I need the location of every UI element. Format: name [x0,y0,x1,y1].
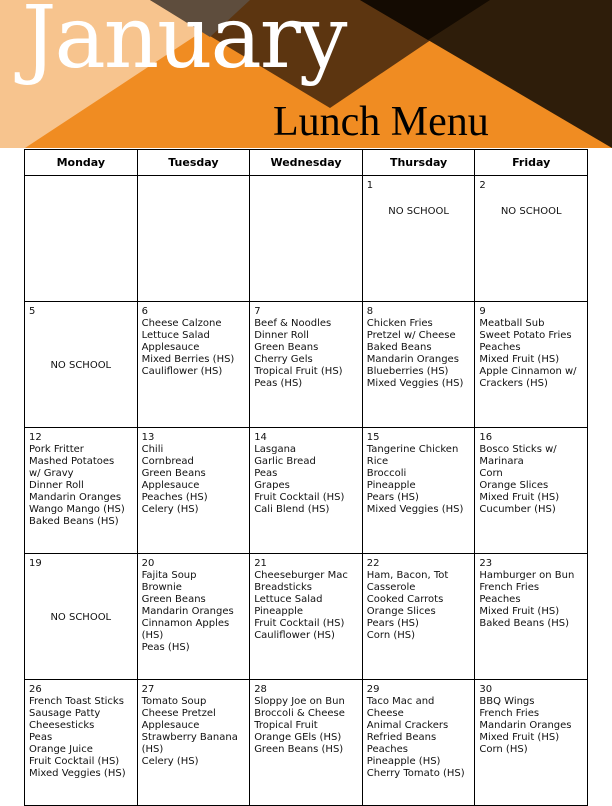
week-row [25,176,588,302]
menu-item: Applesauce [141,342,200,353]
menu-item: Rice [366,456,389,467]
date-number: 29 [366,684,380,695]
menu-item: Peas [29,732,53,743]
day-cell [25,680,138,806]
menu-item: French Fries [479,582,540,593]
no-school-note: NO SCHOOL [50,360,112,371]
menu-item: Mashed Potatoes [29,456,115,467]
menu-item: Celery (HS) [141,504,199,515]
menu-item: Garlic Bread [254,456,316,467]
menu-item: Hamburger on Bun [479,570,575,581]
menu-item: Applesauce [141,480,200,491]
day-header-friday: Friday [475,150,588,176]
menu-item: Pineapple [366,480,416,491]
day-cell [475,554,588,680]
no-school-note: NO SCHOOL [500,206,562,217]
menu-item: Lasgana [254,444,297,455]
day-cell [137,680,250,806]
menu-item: Cherry Tomato (HS) [366,768,465,779]
menu-item: Ham, Bacon, Tot [366,570,449,581]
menu-item: Mandarin Oranges [366,354,459,365]
menu-item: Corn (HS) [366,630,416,641]
menu-item: Tropical Fruit [254,720,318,731]
date-number: 1 [366,180,374,191]
week-row [25,554,588,680]
menu-item: Green Beans [254,342,319,353]
menu-item: Mandarin Oranges [29,492,122,503]
date-number: 21 [254,558,267,569]
date-number: 13 [141,432,155,443]
menu-item: Mixed Fruit (HS) [479,354,560,365]
day-cell [25,176,138,302]
day-cell [250,554,363,680]
menu-item: Lettuce Salad [141,330,210,341]
date-number: 20 [141,558,155,569]
menu-item: Green Beans [141,468,206,479]
menu-item: Cornbread [141,456,194,467]
date-number: 12 [29,432,42,443]
menu-item: Mixed Fruit (HS) [479,606,560,617]
menu-item: Peas (HS) [141,642,190,653]
date-number: 26 [29,684,42,695]
date-number: 14 [254,432,267,443]
menu-item: (HS) [141,630,164,641]
menu-item: Sloppy Joe on Bun [254,696,345,707]
week-row [25,680,588,806]
menu-item: Celery (HS) [141,756,199,767]
page-subtitle: Lunch Menu [273,99,489,145]
menu-item: Mixed Veggies (HS) [29,768,126,779]
day-cell [475,428,588,554]
menu-item: Meatball Sub [479,318,545,329]
date-number: 28 [254,684,267,695]
menu-item: Peaches [366,744,408,755]
menu-item: Green Beans [141,594,206,605]
menu-item: Cheeseburger Mac [254,570,348,581]
menu-item: Lettuce Salad [254,594,323,605]
menu-item: Cherry Gels [254,354,313,365]
menu-item: Mixed Fruit (HS) [479,732,560,743]
menu-item: Corn [479,468,503,479]
menu-item: Peaches (HS) [141,492,208,503]
menu-item: Tropical Fruit (HS) [254,366,343,377]
menu-item: Refried Beans [366,732,437,743]
day-header-tuesday: Tuesday [137,150,250,176]
menu-item: Orange Slices [479,480,549,491]
date-number: 30 [479,684,493,695]
menu-item: Cauliflower (HS) [254,630,335,641]
day-cell [137,428,250,554]
menu-item: Mandarin Oranges [141,606,234,617]
menu-item: Fajita Soup [141,570,197,581]
menu-item: Tomato Soup [141,696,207,707]
menu-item: Pork Fritter [29,444,84,455]
day-cell [250,176,363,302]
menu-item: Brownie [141,582,182,593]
menu-item: Cheese Pretzel [141,708,216,719]
menu-item: Cali Blend (HS) [254,504,330,515]
menu-item: Pineapple (HS) [366,756,441,767]
date-number: 9 [479,306,486,317]
menu-item: Cheese [366,708,404,719]
menu-item: Chili [141,444,164,455]
menu-item: Strawberry Banana [141,732,238,743]
menu-item: Peaches [479,342,521,353]
menu-item: Breadsticks [254,582,312,593]
menu-item: Grapes [254,480,290,491]
day-cell [475,680,588,806]
menu-item: Pears (HS) [366,492,419,503]
menu-item: Cauliflower (HS) [141,366,223,377]
week-row [25,302,588,428]
menu-item: Baked Beans (HS) [29,516,119,527]
no-school-note: NO SCHOOL [388,206,449,217]
menu-item: Blueberries (HS) [366,366,449,377]
menu-item: Peaches [479,594,521,605]
day-cell [362,176,475,302]
day-cell [362,680,475,806]
menu-item: Casserole [366,582,416,593]
day-cell [25,428,138,554]
date-number: 15 [366,432,380,443]
menu-item: Mixed Veggies (HS) [366,504,464,515]
menu-item: Peas (HS) [254,378,303,389]
menu-item: Mixed Fruit (HS) [479,492,560,503]
day-header-thursday: Thursday [362,150,475,176]
menu-item: Tangerine Chicken [366,444,459,455]
menu-item: BBQ Wings [479,696,535,707]
menu-item: Fruit Cocktail (HS) [254,492,345,503]
date-number: 5 [29,306,36,317]
day-cell [250,680,363,806]
menu-item: Cinnamon Apples [141,618,230,629]
page-title: January [22,0,346,88]
menu-item: Pineapple [254,606,304,617]
date-number: 2 [479,180,486,191]
day-cell [137,554,250,680]
menu-item: Green Beans (HS) [254,744,344,755]
menu-item: Bosco Sticks w/ [479,444,557,455]
date-number: 19 [29,558,42,569]
day-cell [475,302,588,428]
menu-item: Mixed Veggies (HS) [366,378,464,389]
menu-item: Cheese Calzone [141,318,222,329]
menu-item: Mandarin Oranges [479,720,572,731]
menu-item: Broccoli & Cheese [254,708,345,719]
date-number: 23 [479,558,493,569]
menu-item: Fruit Cocktail (HS) [254,618,345,629]
menu-item: Dinner Roll [254,330,309,341]
menu-item: Marinara [479,456,524,467]
day-cell [25,302,138,428]
menu-item: Cheesesticks [29,720,95,731]
menu-item: Crackers (HS) [479,378,548,389]
day-cell [250,428,363,554]
lunch-calendar [24,149,588,806]
week-row [25,428,588,554]
menu-item: Baked Beans (HS) [479,618,570,629]
day-cell [250,302,363,428]
menu-item: Chicken Fries [366,318,433,329]
date-number: 22 [366,558,380,569]
menu-item: Orange Juice [29,744,93,755]
menu-item: Cucumber (HS) [479,504,556,515]
menu-item: (HS) [141,744,164,755]
menu-item: Sausage Patty [29,708,101,719]
menu-item: Peas [254,468,278,479]
menu-item: Broccoli [366,468,407,479]
menu-item: w/ Gravy [29,468,74,479]
menu-item: Orange Slices [366,606,436,617]
day-cell [362,302,475,428]
menu-item: Cooked Carrots [366,594,444,605]
menu-item: Sweet Potato Fries [479,330,572,341]
day-cell [362,554,475,680]
menu-item: Pretzel w/ Cheese [366,330,456,341]
menu-item: Mixed Berries (HS) [141,354,235,365]
day-cell [137,176,250,302]
menu-item: Dinner Roll [29,480,84,491]
menu-item: Orange GEls (HS) [254,732,342,743]
menu-item: Fruit Cocktail (HS) [29,756,120,767]
menu-item: Animal Crackers [366,720,449,731]
day-cell [137,302,250,428]
no-school-note: NO SCHOOL [50,612,112,623]
menu-item: Corn (HS) [479,744,528,755]
day-cell [25,554,138,680]
date-number: 8 [366,306,374,317]
menu-item: Apple Cinnamon w/ [479,366,577,377]
menu-item: French Fries [479,708,540,719]
day-cell [475,176,588,302]
date-number: 7 [254,306,261,317]
menu-item: French Toast Sticks [29,696,124,707]
menu-item: Taco Mac and [366,696,435,707]
date-number: 16 [479,432,493,443]
day-cell [362,428,475,554]
date-number: 27 [141,684,155,695]
menu-item: Applesauce [141,720,200,731]
menu-item: Wango Mango (HS) [29,504,125,515]
day-header-monday: Monday [25,150,138,176]
menu-item: Baked Beans [366,342,432,353]
menu-item: Beef & Noodles [254,318,332,329]
day-header-wednesday: Wednesday [250,150,363,176]
date-number: 6 [141,306,148,317]
menu-item: Pears (HS) [366,618,419,629]
